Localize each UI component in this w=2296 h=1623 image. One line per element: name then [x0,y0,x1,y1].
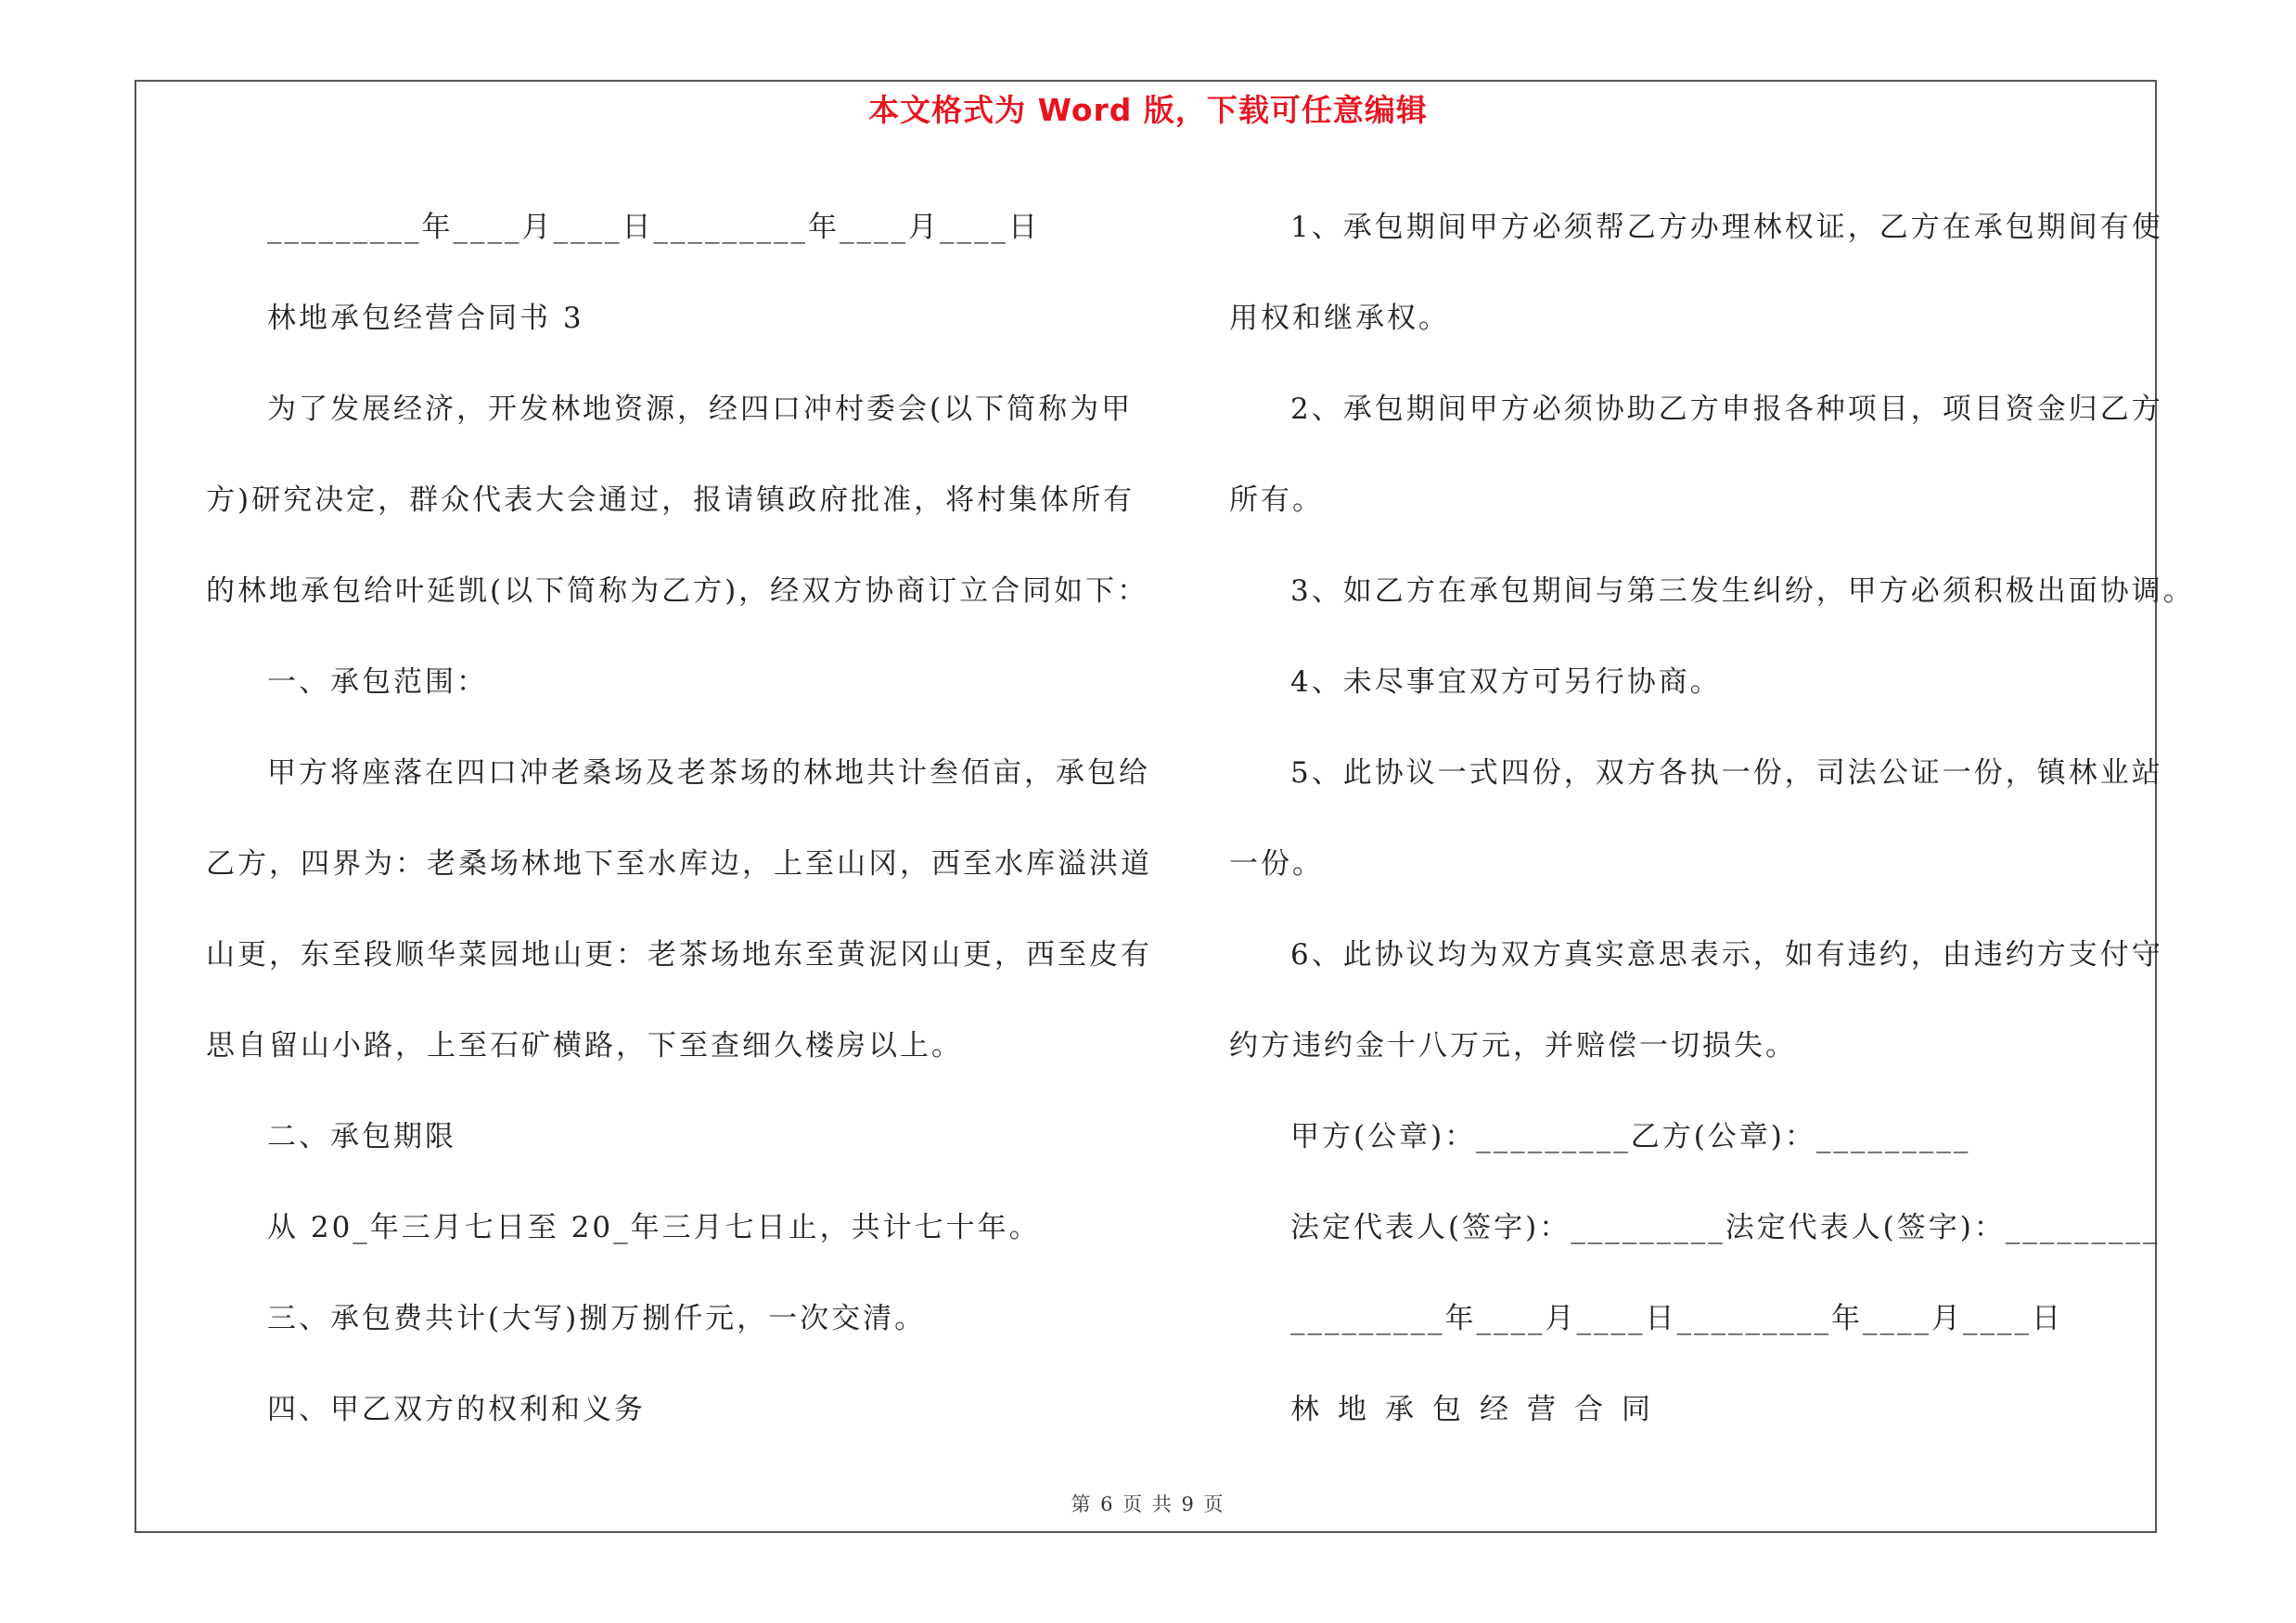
left-paragraph-line: _________年____月____日_________年____月____日 [267,211,1040,244]
right-paragraph-line: 甲方(公章)：_________乙方(公章)：_________ [1290,1120,1971,1153]
right-paragraph-line: 5、此协议一式四份，双方各执一份，司法公证一份，镇林业站 [1290,756,2163,790]
right-paragraph-line: 所有。 [1229,483,1324,517]
right-paragraph-line: 一份。 [1229,847,1324,881]
left-paragraph-line: 四、甲乙双方的权利和义务 [267,1393,646,1426]
right-paragraph-line: 2、承包期间甲方必须协助乙方申报各种项目，项目资金归乙方 [1290,393,2163,426]
left-paragraph-line: 甲方将座落在四口冲老桑场及老茶场的林地共计叁佰亩，承包给 [267,756,1150,790]
right-paragraph-line: 4、未尽事宜双方可另行协商。 [1290,665,1722,699]
page-number-footer: 第 6 页 共 9 页 [1071,1493,1225,1515]
left-paragraph-line: 林地承包经营合同书 3 [267,302,584,335]
left-paragraph-line: 一、承包范围： [267,665,488,699]
right-paragraph-line: 用权和继承权。 [1229,302,1450,335]
left-paragraph-line: 为了发展经济，开发林地资源，经四口冲村委会(以下简称为甲 [267,393,1134,426]
editable-format-banner: 本文格式为 Word 版，下载可任意编辑 [868,92,1428,128]
left-paragraph-line: 从 20_年三月七日至 20_年三月七日止，共计七十年。 [267,1211,1041,1244]
left-column [206,182,1152,1455]
left-paragraph-line: 山更，东至段顺华菜园地山更：老茶场地东至黄泥冈山更，西至皮有 [206,938,1152,972]
right-paragraph-line: 林地承包经营合同 [1290,1393,1669,1426]
left-paragraph-line: 方)研究决定，群众代表大会通过，报请镇政府批准，将村集体所有 [206,483,1135,517]
left-paragraph-line: 的林地承包给叶延凯(以下简称为乙方)，经双方协商订立合同如下： [206,574,1149,608]
right-paragraph-line: 6、此协议均为双方真实意思表示，如有违约，由违约方支付守 [1290,938,2163,972]
right-paragraph-line: 3、如乙方在承包期间与第三发生纠纷，甲方必须积极出面协调。 [1290,574,2195,608]
left-paragraph-line: 思自留山小路，上至石矿横路，下至查细久楼房以上。 [206,1029,963,1063]
left-paragraph-line: 三、承包费共计(大写)捌万捌仟元，一次交清。 [267,1302,927,1335]
right-paragraph-line: 1、承包期间甲方必须帮乙方办理林权证，乙方在承包期间有使 [1290,211,2163,244]
right-paragraph-line: _________年____月____日_________年____月____日 [1290,1302,2063,1335]
right-paragraph-line: 约方违约金十八万元，并赔偿一切损失。 [1229,1029,1797,1063]
right-column [1229,182,2195,1455]
left-paragraph-line: 乙方，四界为：老桑场林地下至水库边，上至山冈，西至水库溢洪道 [206,847,1152,881]
right-paragraph-line: 法定代表人(签字)：_________法定代表人(签字)：_________ [1290,1211,2161,1244]
left-paragraph-line: 二、承包期限 [267,1120,456,1153]
